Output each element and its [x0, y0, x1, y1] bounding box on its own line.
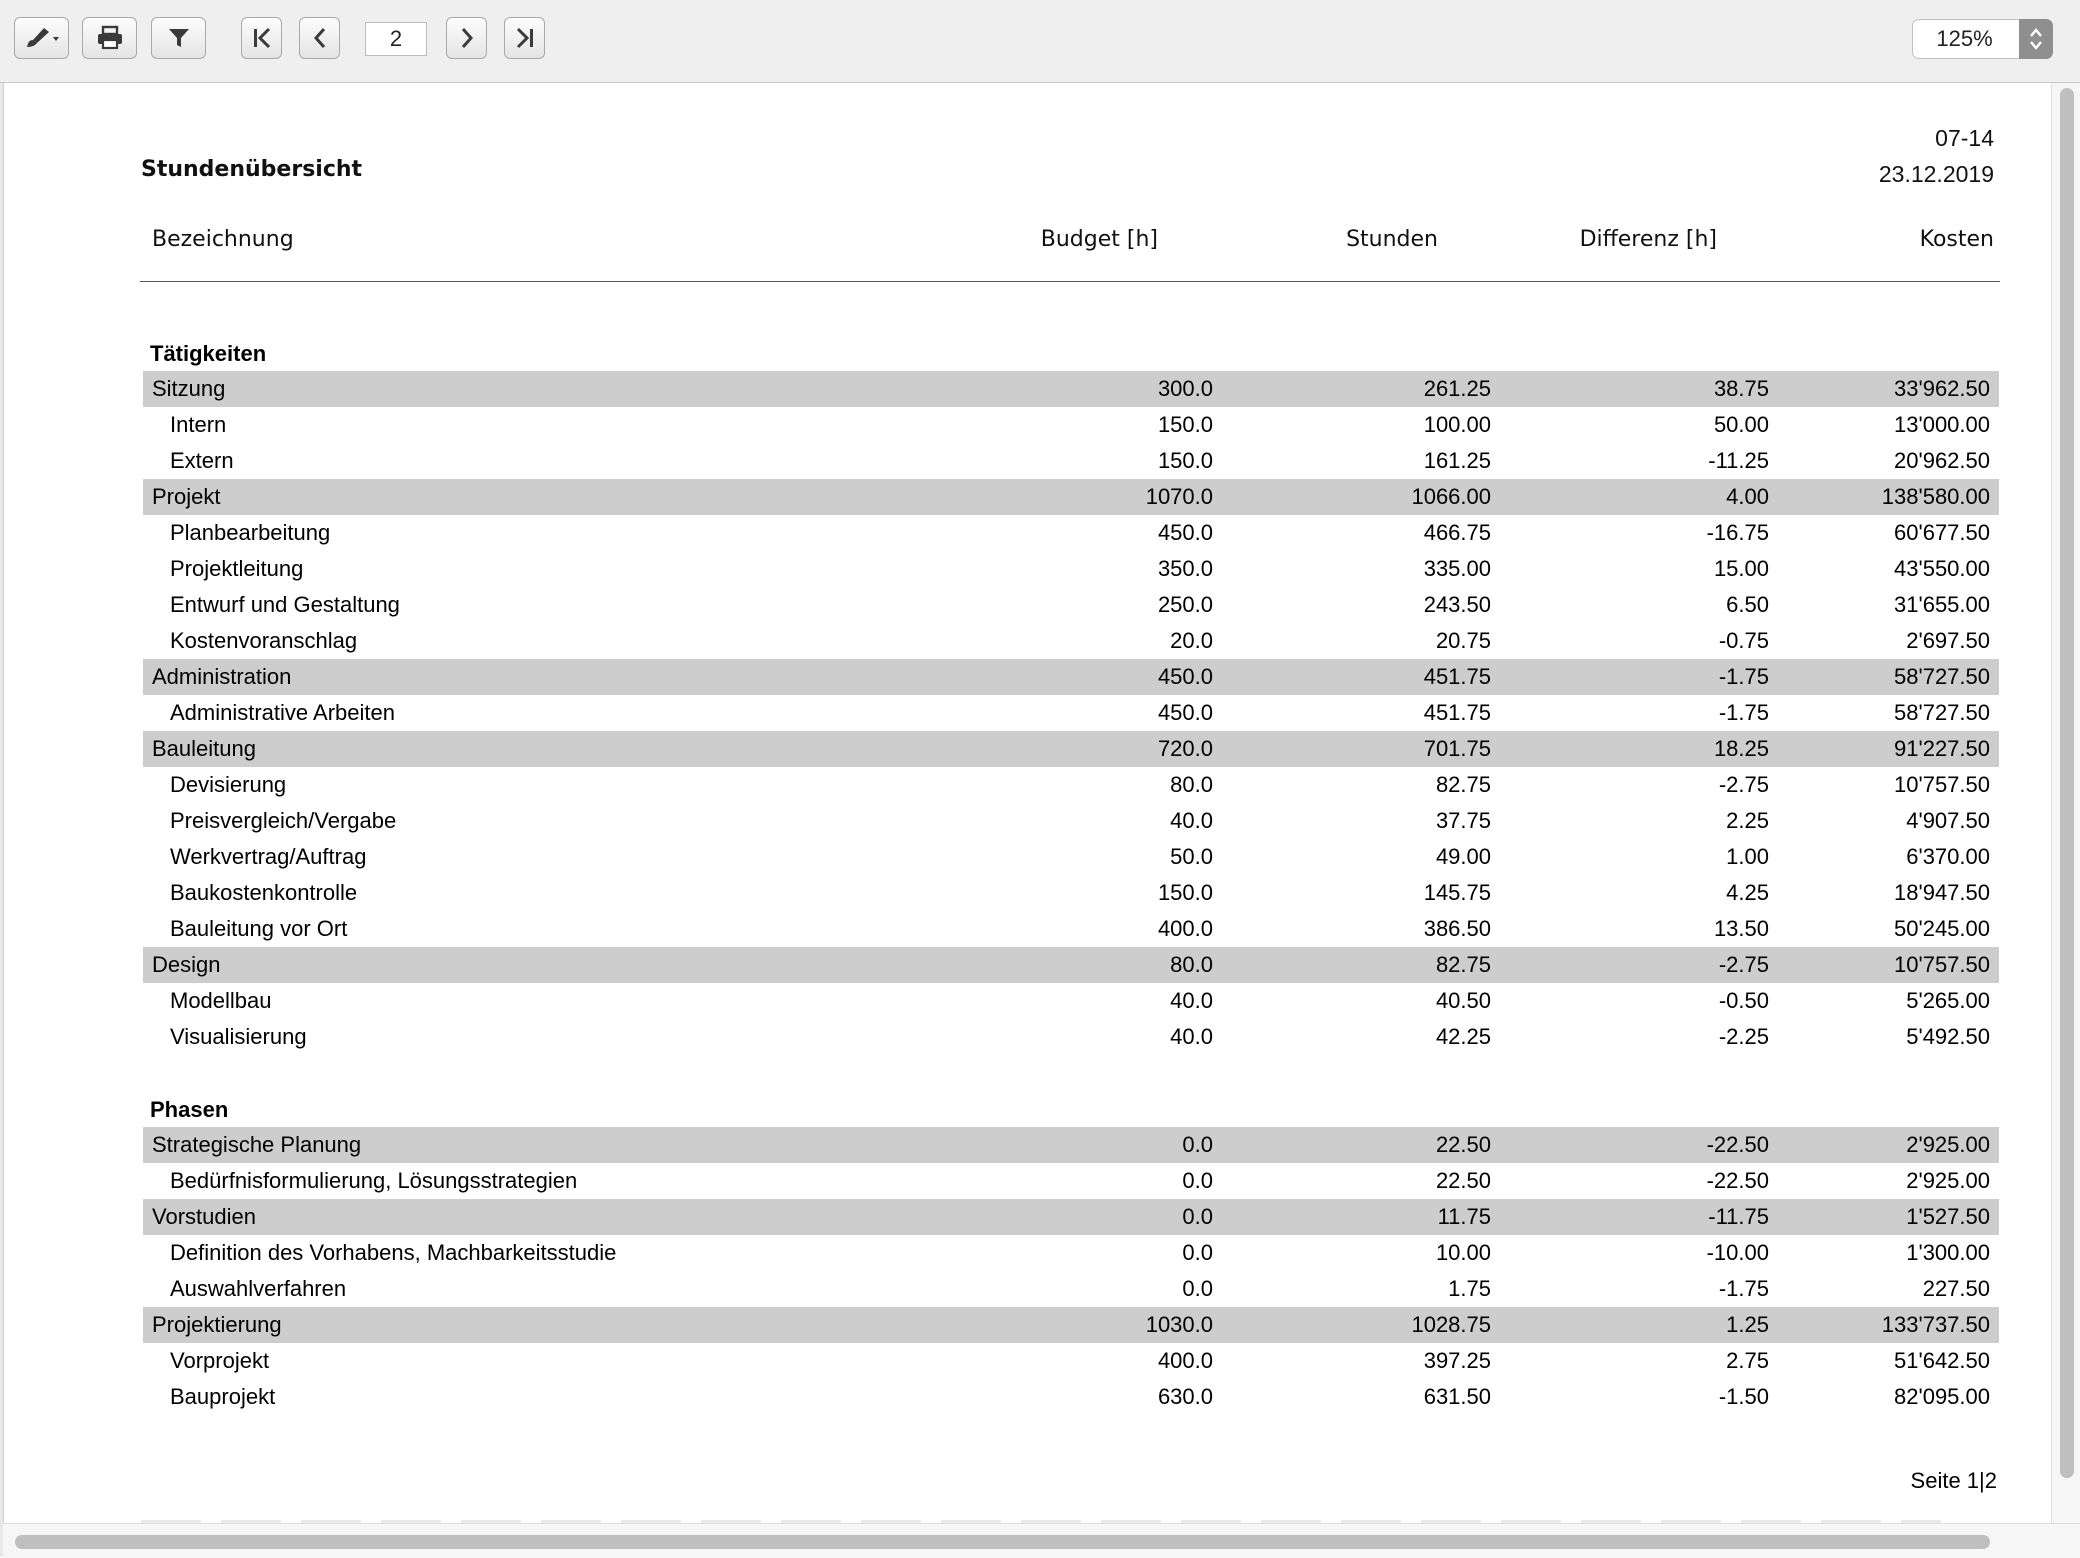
difference-cell: -16.75 [1706, 520, 1769, 545]
row-label: Auswahlverfahren [170, 1276, 347, 1301]
budget-cell: 0.0 [1182, 1132, 1213, 1157]
hours-cell: 1066.00 [1411, 484, 1491, 509]
cost-cell: 2'697.50 [1906, 628, 1990, 653]
filter-icon [166, 25, 192, 51]
header-divider [140, 281, 2000, 282]
row-label: Bedürfnisformulierung, Lösungsstrategien [170, 1168, 578, 1193]
cost-cell: 133'737.50 [1881, 1312, 1990, 1337]
difference-cell: 13.50 [1713, 916, 1769, 941]
cost-cell: 50'245.00 [1894, 916, 1990, 941]
hours-cell: 82.75 [1435, 952, 1491, 977]
hours-cell: 397.25 [1423, 1348, 1491, 1373]
row-label: Projekt [152, 484, 221, 509]
difference-cell: -2.75 [1718, 772, 1769, 797]
cost-cell: 10'757.50 [1894, 772, 1990, 797]
next-page-button[interactable] [446, 17, 487, 59]
row-label: Administrative Arbeiten [170, 700, 395, 725]
hours-cell: 10.00 [1435, 1240, 1491, 1265]
row-label: Design [152, 952, 221, 977]
cost-cell: 5'492.50 [1906, 1024, 1990, 1049]
group-row [143, 659, 1999, 695]
first-page-button[interactable] [241, 17, 282, 59]
budget-cell: 80.0 [1170, 772, 1213, 797]
document-viewport [3, 83, 2052, 1523]
difference-cell: 1.25 [1726, 1312, 1769, 1337]
budget-cell: 400.0 [1157, 916, 1213, 941]
column-header-differenz: Differenz [h] [1579, 227, 1717, 252]
difference-cell: 2.25 [1726, 808, 1769, 833]
budget-cell: 250.0 [1157, 592, 1213, 617]
difference-cell: 1.00 [1726, 844, 1769, 869]
cost-cell: 51'642.50 [1894, 1348, 1990, 1373]
row-label: Sitzung [152, 376, 226, 401]
row-label: Modellbau [170, 988, 272, 1013]
budget-cell: 720.0 [1157, 736, 1213, 761]
row-label: Strategische Planung [152, 1132, 362, 1157]
page-number-input[interactable]: 2 [365, 22, 427, 56]
difference-cell: -2.25 [1718, 1024, 1769, 1049]
table-header [140, 227, 2000, 261]
row-label: Werkvertrag/Auftrag [170, 844, 367, 869]
hours-cell: 466.75 [1423, 520, 1491, 545]
budget-cell: 400.0 [1157, 1348, 1213, 1373]
row-label: Administration [152, 664, 292, 689]
last-page-icon [513, 25, 537, 51]
cost-cell: 60'677.50 [1894, 520, 1990, 545]
detail-row [143, 803, 1999, 839]
difference-cell: 4.25 [1726, 880, 1769, 905]
difference-cell: -11.25 [1708, 448, 1769, 473]
page-footer: Seite 1|2 [1910, 1468, 1997, 1493]
budget-cell: 80.0 [1170, 952, 1213, 977]
budget-cell: 150.0 [1157, 448, 1213, 473]
difference-cell: 18.25 [1713, 736, 1769, 761]
hours-cell: 161.25 [1423, 448, 1491, 473]
difference-cell: 38.75 [1713, 376, 1769, 401]
group-row [143, 731, 1999, 767]
budget-cell: 0.0 [1182, 1240, 1213, 1265]
style-brush-button[interactable] [14, 17, 69, 59]
zoom-value: 125% [1936, 26, 1993, 51]
row-label: Planbearbeitung [170, 520, 331, 545]
horizontal-scrollbar[interactable] [3, 1523, 2080, 1558]
first-page-icon [250, 25, 274, 51]
budget-cell: 150.0 [1157, 412, 1213, 437]
row-label: Projektleitung [170, 556, 304, 581]
row-label: Visualisierung [170, 1024, 307, 1049]
detail-row [143, 587, 1999, 623]
budget-cell: 450.0 [1157, 700, 1213, 725]
last-page-button[interactable] [504, 17, 545, 59]
hours-cell: 1.75 [1448, 1276, 1491, 1301]
hours-cell: 243.50 [1423, 592, 1491, 617]
vertical-scrollbar[interactable] [2051, 83, 2080, 1523]
group-row [143, 947, 1999, 983]
hours-cell: 701.75 [1423, 736, 1491, 761]
row-label: Devisierung [170, 772, 287, 797]
cost-cell: 13'000.00 [1894, 412, 1990, 437]
detail-row [143, 767, 1999, 803]
cost-cell: 58'727.50 [1894, 664, 1990, 689]
detail-row [143, 1379, 1999, 1415]
hours-cell: 261.25 [1423, 376, 1491, 401]
row-label: Baukostenkontrolle [170, 880, 358, 905]
budget-cell: 350.0 [1157, 556, 1213, 581]
report-code: 07-14 [1935, 125, 1994, 151]
difference-cell: 4.00 [1726, 484, 1769, 509]
report-title: Stundenübersicht [141, 157, 363, 182]
difference-cell: -22.50 [1706, 1168, 1769, 1193]
column-header-budget: Budget [h] [1040, 227, 1158, 252]
cost-cell: 6'370.00 [1906, 844, 1990, 869]
printer-icon [95, 25, 125, 51]
difference-cell: 15.00 [1713, 556, 1769, 581]
cost-cell: 33'962.50 [1894, 376, 1990, 401]
group-row [143, 1199, 1999, 1235]
detail-row [143, 1343, 1999, 1379]
cost-cell: 58'727.50 [1894, 700, 1990, 725]
cost-cell: 227.50 [1922, 1276, 1990, 1301]
hours-cell: 22.50 [1435, 1168, 1491, 1193]
detail-row [143, 623, 1999, 659]
budget-cell: 0.0 [1182, 1168, 1213, 1193]
difference-cell: -2.75 [1718, 952, 1769, 977]
row-label: Entwurf und Gestaltung [170, 592, 400, 617]
cost-cell: 18'947.50 [1894, 880, 1990, 905]
budget-cell: 50.0 [1170, 844, 1213, 869]
budget-cell: 630.0 [1157, 1384, 1213, 1409]
hours-cell: 335.00 [1423, 556, 1491, 581]
cost-cell: 91'227.50 [1894, 736, 1990, 761]
hours-cell: 100.00 [1423, 412, 1491, 437]
hours-cell: 22.50 [1435, 1132, 1491, 1157]
column-header-stunden: Stunden [1346, 227, 1438, 252]
difference-cell: -1.75 [1718, 700, 1769, 725]
hours-cell: 42.25 [1435, 1024, 1491, 1049]
row-label: Extern [170, 448, 234, 473]
print-button[interactable] [82, 17, 137, 59]
brush-icon [22, 25, 62, 51]
hours-cell: 82.75 [1435, 772, 1491, 797]
row-label: Definition des Vorhabens, Machbarkeitsstudie [170, 1240, 617, 1265]
difference-cell: -1.75 [1718, 1276, 1769, 1301]
filter-button[interactable] [151, 17, 206, 59]
hours-cell: 451.75 [1423, 700, 1491, 725]
group-row [143, 371, 1999, 407]
report-date: 23.12.2019 [1878, 161, 1994, 187]
difference-cell: -10.00 [1706, 1240, 1769, 1265]
hours-cell: 451.75 [1423, 664, 1491, 689]
budget-cell: 450.0 [1157, 664, 1213, 689]
detail-row [143, 407, 1999, 443]
detail-row [143, 695, 1999, 731]
difference-cell: 2.75 [1726, 1348, 1769, 1373]
hours-cell: 49.00 [1435, 844, 1491, 869]
zoom-select[interactable] [1912, 19, 2053, 59]
difference-cell: -22.50 [1706, 1132, 1769, 1157]
detail-row [143, 1019, 1999, 1055]
column-header-kosten: Kosten [1919, 227, 1994, 252]
group-row [143, 479, 1999, 515]
hours-cell: 386.50 [1423, 916, 1491, 941]
previous-page-button[interactable] [299, 17, 340, 59]
difference-cell: -1.50 [1718, 1384, 1769, 1409]
detail-row [143, 551, 1999, 587]
difference-cell: 50.00 [1713, 412, 1769, 437]
cost-cell: 5'265.00 [1906, 988, 1990, 1013]
chevron-left-icon [310, 25, 330, 51]
cost-cell: 1'300.00 [1906, 1240, 1990, 1265]
budget-cell: 1030.0 [1145, 1312, 1213, 1337]
cost-cell: 138'580.00 [1881, 484, 1990, 509]
budget-cell: 0.0 [1182, 1276, 1213, 1301]
cost-cell: 2'925.00 [1906, 1132, 1990, 1157]
detail-row [143, 1163, 1999, 1199]
horizontal-scroll-thumb[interactable] [15, 1535, 1990, 1549]
cost-cell: 2'925.00 [1906, 1168, 1990, 1193]
cost-cell: 4'907.50 [1906, 808, 1990, 833]
row-label: Projektierung [152, 1312, 282, 1337]
difference-cell: -11.75 [1708, 1204, 1769, 1229]
budget-cell: 150.0 [1157, 880, 1213, 905]
detail-row [143, 983, 1999, 1019]
cost-cell: 20'962.50 [1894, 448, 1990, 473]
column-header-bezeichnung: Bezeichnung [152, 227, 294, 252]
budget-cell: 1070.0 [1145, 484, 1213, 509]
row-label: Preisvergleich/Vergabe [170, 808, 397, 833]
report-page [4, 83, 2052, 1523]
budget-cell: 40.0 [1170, 808, 1213, 833]
detail-row [143, 839, 1999, 875]
hours-cell: 37.75 [1435, 808, 1491, 833]
hours-cell: 145.75 [1423, 880, 1491, 905]
detail-row [143, 875, 1999, 911]
vertical-scroll-thumb[interactable] [2060, 88, 2074, 1478]
row-label: Bauprojekt [170, 1384, 276, 1409]
cost-cell: 31'655.00 [1894, 592, 1990, 617]
detail-row [143, 911, 1999, 947]
difference-cell: -0.50 [1718, 988, 1769, 1013]
hours-cell: 631.50 [1423, 1384, 1491, 1409]
hours-cell: 11.75 [1437, 1204, 1491, 1229]
hours-cell: 40.50 [1435, 988, 1491, 1013]
detail-row [143, 443, 1999, 479]
hours-cell: 1028.75 [1411, 1312, 1491, 1337]
group-row [143, 1307, 1999, 1343]
budget-cell: 40.0 [1170, 988, 1213, 1013]
group-row [143, 1127, 1999, 1163]
cost-cell: 1'527.50 [1906, 1204, 1990, 1229]
row-label: Bauleitung vor Ort [170, 916, 348, 941]
toolbar [0, 0, 2080, 83]
section-title: Phasen [150, 1097, 229, 1122]
difference-cell: -0.75 [1718, 628, 1769, 653]
cost-cell: 43'550.00 [1894, 556, 1990, 581]
row-label: Intern [170, 412, 227, 437]
section-title: Tätigkeiten [150, 341, 267, 366]
detail-row [143, 1271, 1999, 1307]
up-down-arrows-icon [2019, 19, 2053, 59]
cost-cell: 10'757.50 [1894, 952, 1990, 977]
row-label: Vorprojekt [170, 1348, 270, 1373]
budget-cell: 300.0 [1157, 376, 1213, 401]
budget-cell: 450.0 [1157, 520, 1213, 545]
row-label: Kostenvoranschlag [170, 628, 358, 653]
detail-row [143, 1235, 1999, 1271]
detail-row [143, 515, 1999, 551]
budget-cell: 0.0 [1182, 1204, 1213, 1229]
budget-cell: 40.0 [1170, 1024, 1213, 1049]
difference-cell: 6.50 [1726, 592, 1769, 617]
difference-cell: -1.75 [1718, 664, 1769, 689]
row-label: Vorstudien [152, 1204, 256, 1229]
chevron-right-icon [457, 25, 477, 51]
cost-cell: 82'095.00 [1894, 1384, 1990, 1409]
hours-cell: 20.75 [1435, 628, 1491, 653]
row-label: Bauleitung [152, 736, 256, 761]
budget-cell: 20.0 [1170, 628, 1213, 653]
